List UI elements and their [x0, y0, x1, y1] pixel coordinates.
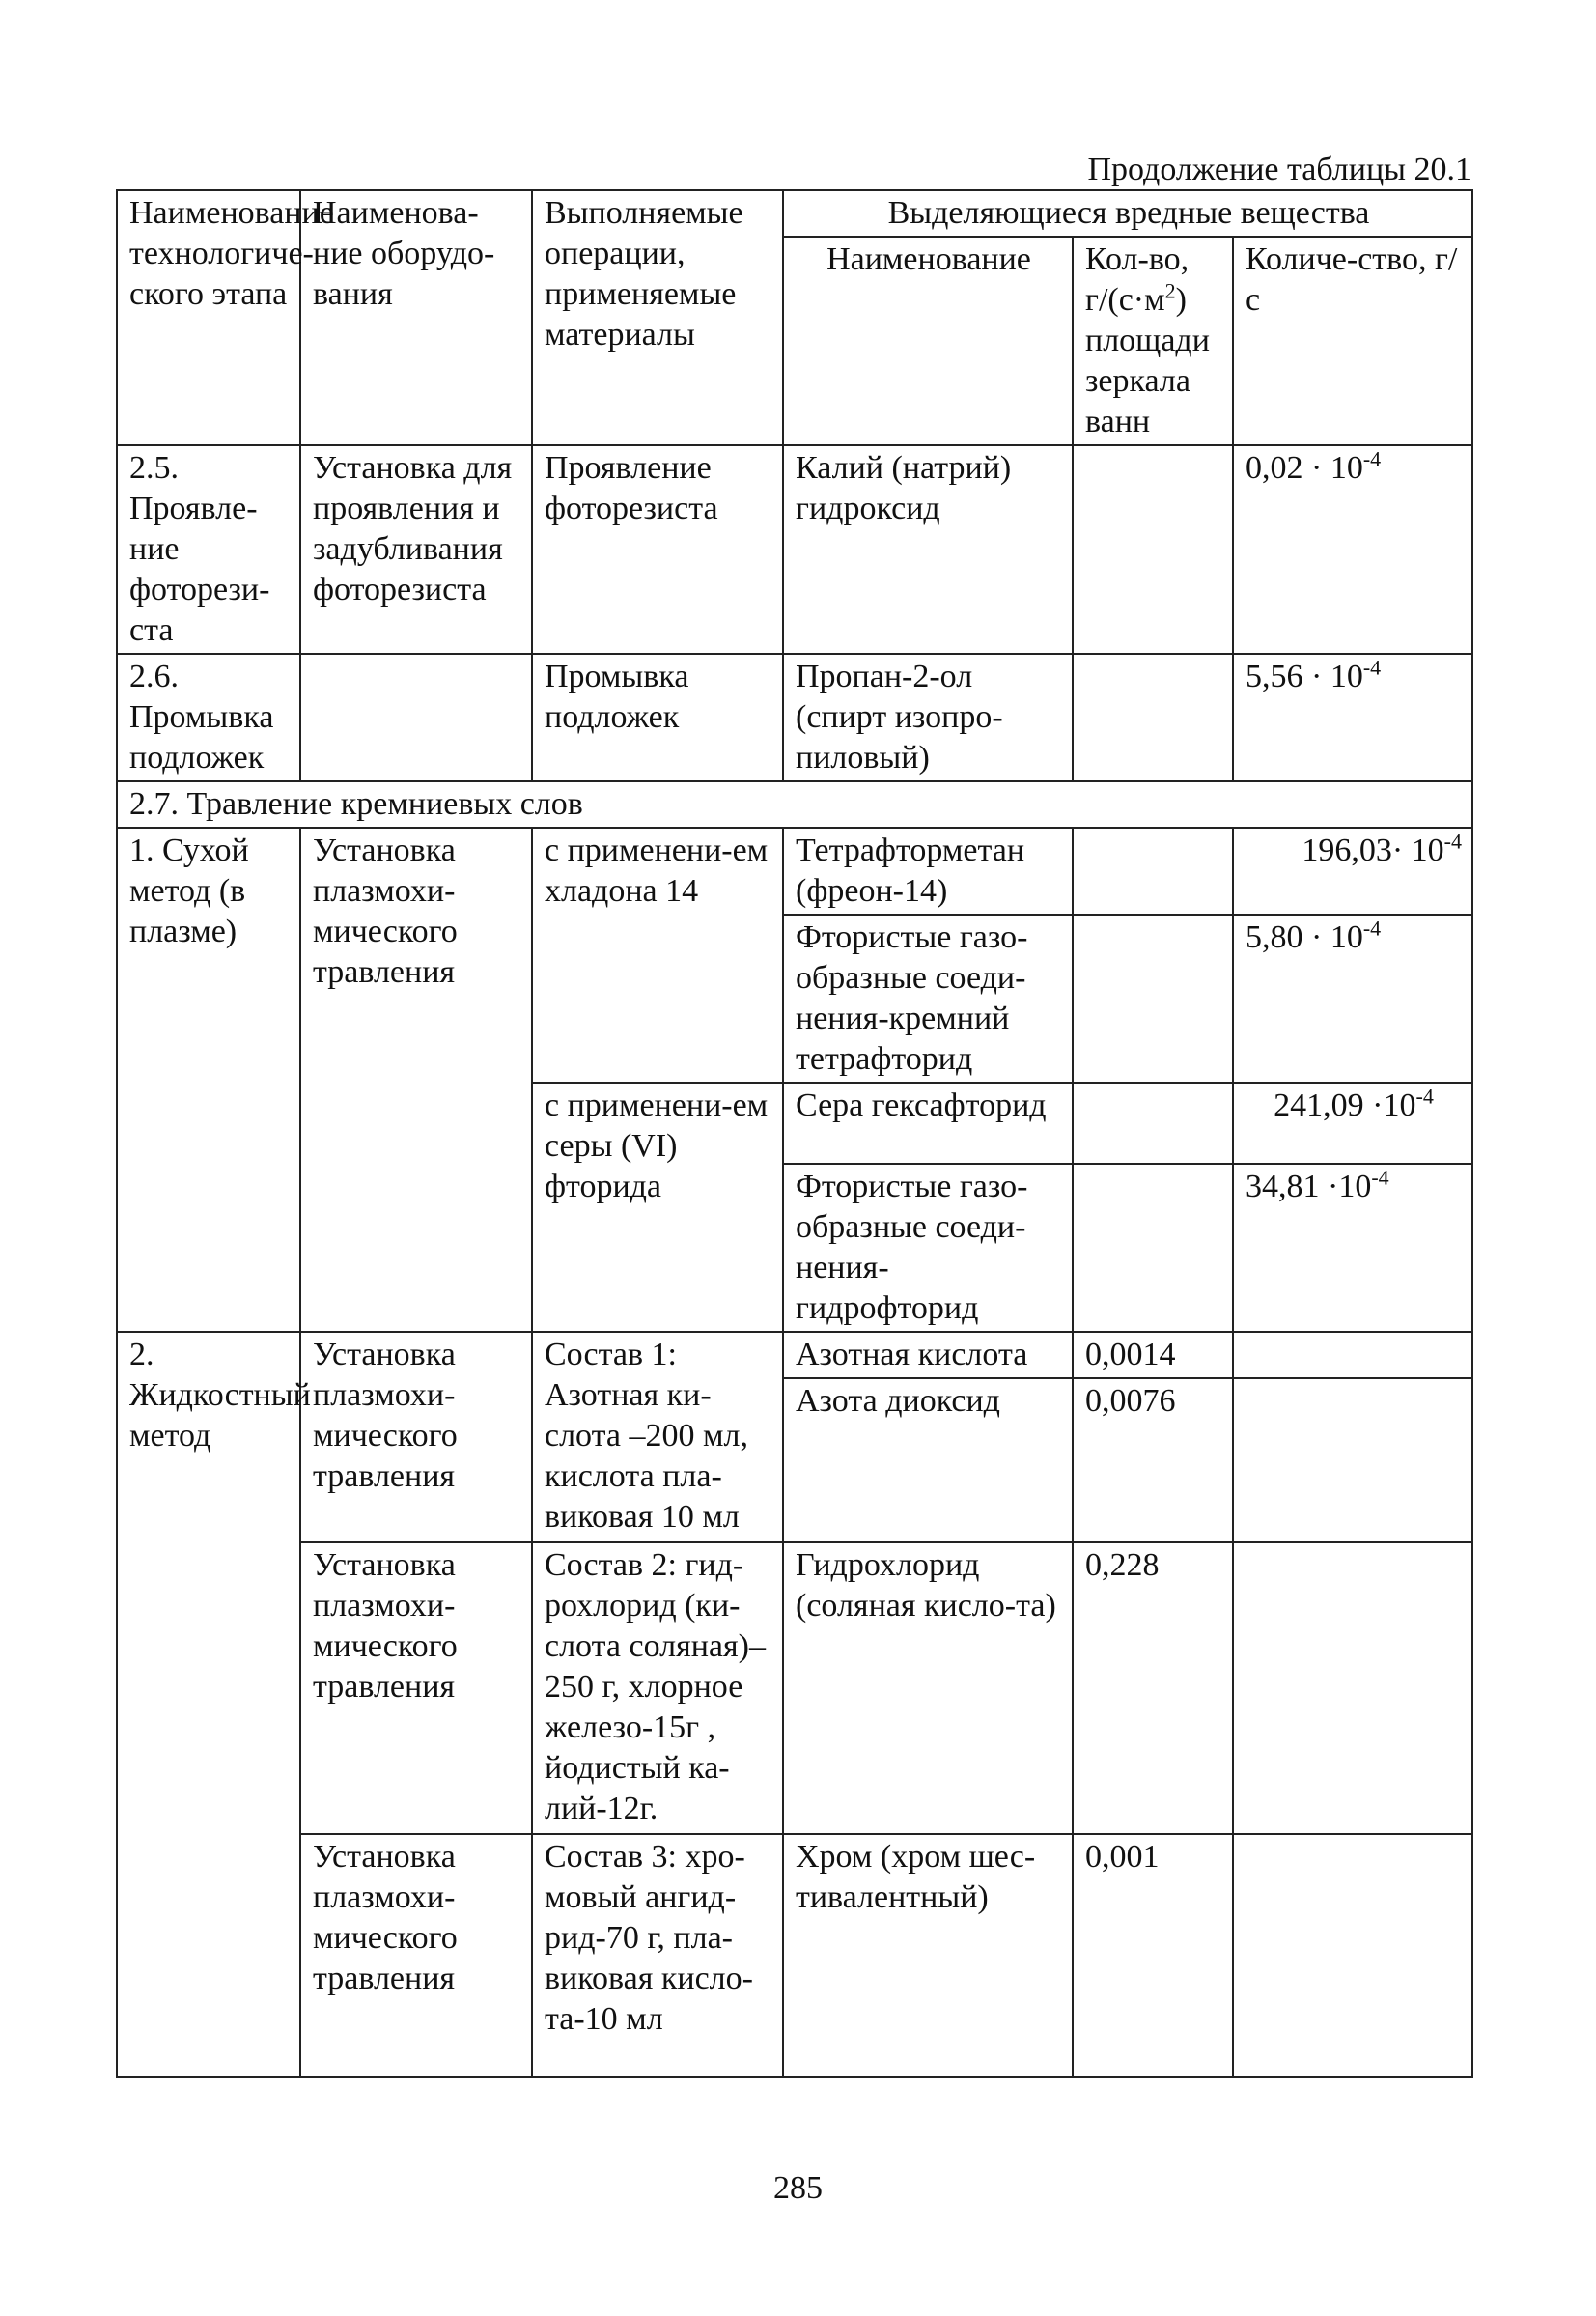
- operation-cell: Проявление фоторезиста: [532, 445, 783, 654]
- header-substance-name: Наименование: [783, 237, 1073, 445]
- amount-rate-cell: [1233, 1332, 1472, 1378]
- table-row: [117, 654, 1472, 781]
- operation-cell: Состав 3: хро-мовый ангид-рид-70 г, пла-виковая кисло-та-10 мл: [532, 1834, 783, 2077]
- stage-cell: 2.5. Проявле-ние фоторези-ста: [117, 445, 300, 654]
- table-row: [117, 1834, 1472, 2077]
- operation-cell: Состав 2: гид-рохлорид (ки-слота соляная)– 250 г, хлорное железо-15г , йодистый ка-лий-12г.: [532, 1542, 783, 1834]
- amount-area-cell: [1073, 1083, 1233, 1164]
- operation-cell: Промывка подложек: [532, 654, 783, 781]
- table-row: [117, 1542, 1472, 1834]
- stage-cell: 1. Сухой метод (в плазме): [117, 828, 300, 1332]
- amount-rate-cell: $34,81 \cdot 10^{-4}$: [1233, 1164, 1472, 1332]
- section-row: [117, 781, 1472, 828]
- substance-cell: Калий (натрий) гидроксид: [783, 445, 1073, 654]
- header-stage: Наименование технологиче-ского этапа: [117, 190, 300, 445]
- amount-rate-cell: $5,80 \cdot 10^{-4}$: [1233, 915, 1472, 1083]
- emissions-table: [116, 189, 1473, 2078]
- amount-area-cell: [1073, 915, 1233, 1083]
- equipment-cell: Установка плазмохи-мического травления: [300, 1332, 532, 1542]
- substance-cell: Гидрохлорид (соляная кисло-та): [783, 1542, 1073, 1834]
- amount-area-cell: 0,001: [1073, 1834, 1233, 2077]
- amount-area-cell: [1073, 445, 1233, 654]
- equipment-cell: Установка плазмохи-мического травления: [300, 828, 532, 1332]
- amount-area-cell: 0,0076: [1073, 1378, 1233, 1542]
- amount-rate-cell: $5,56 \cdot 10^{-4}$: [1233, 654, 1472, 781]
- header-amount-area: Кол-во, $г/(с\cdot м^2)$ площади зеркала ванн: [1073, 237, 1233, 445]
- stage-cell: 2. Жидкостный метод: [117, 1332, 300, 2077]
- substance-cell: Сера гексафторид: [783, 1083, 1073, 1164]
- substance-cell: Фтористые газо-образные соеди-нения-гидрофторид: [783, 1164, 1073, 1332]
- amount-area-cell: 0,228: [1073, 1542, 1233, 1834]
- substance-cell: Фтористые газо-образные соеди-нения-кремний тетрафторид: [783, 915, 1073, 1083]
- header-substances-group: Выделяющиеся вредные вещества: [783, 190, 1472, 237]
- substance-cell: Хром (хром шес-тивалентный): [783, 1834, 1073, 2077]
- equipment-cell: Установка для проявления и задубливания фоторезиста: [300, 445, 532, 654]
- amount-area-cell: [1073, 654, 1233, 781]
- operation-cell: с применени-ем хладона 14: [532, 828, 783, 1083]
- amount-rate-cell: $0,02 \cdot 10^{-4}$: [1233, 445, 1472, 654]
- amount-rate-cell: $196,03\cdot 10^{-4}$: [1233, 828, 1472, 915]
- amount-area-cell: [1073, 828, 1233, 915]
- header-row: [117, 190, 1472, 237]
- amount-rate-cell: [1233, 1542, 1472, 1834]
- table-row: [117, 828, 1472, 915]
- equipment-cell: Установка плазмохи-мического травления: [300, 1834, 532, 2077]
- header-equipment: Наименова-ние оборудо-вания: [300, 190, 532, 445]
- operation-cell: Состав 1: Азотная ки-слота –200 мл, кислота пла-виковая 10 мл: [532, 1332, 783, 1542]
- stage-cell: 2.6. Промывка подложек: [117, 654, 300, 781]
- page-number: 285: [773, 2170, 823, 2206]
- header-amount-rate: Количе-ство, г/с: [1233, 237, 1472, 445]
- amount-area-cell: [1073, 1164, 1233, 1332]
- substance-cell: Тетрафторметан (фреон-14): [783, 828, 1073, 915]
- amount-rate-cell: [1233, 1834, 1472, 2077]
- substance-cell: Азотная кислота: [783, 1332, 1073, 1378]
- table-caption: Продолжение таблицы 20.1: [1087, 152, 1471, 187]
- substance-cell: Пропан-2-ол (спирт изопро-пиловый): [783, 654, 1073, 781]
- equipment-cell: Установка плазмохи-мического травления: [300, 1542, 532, 1834]
- equipment-cell: [300, 654, 532, 781]
- header-operations: Выполняемые операции, применяемые материалы: [532, 190, 783, 445]
- amount-rate-cell: $241,09 \cdot 10^{-4}$: [1233, 1083, 1472, 1164]
- table-row: [117, 1332, 1472, 1378]
- amount-rate-cell: [1233, 1378, 1472, 1542]
- substance-cell: Азота диоксид: [783, 1378, 1073, 1542]
- operation-cell: с применени-ем серы (VI) фторида: [532, 1083, 783, 1332]
- section-title: 2.7. Травление кремниевых слов: [117, 781, 1472, 828]
- table-row: [117, 445, 1472, 654]
- amount-area-cell: 0,0014: [1073, 1332, 1233, 1378]
